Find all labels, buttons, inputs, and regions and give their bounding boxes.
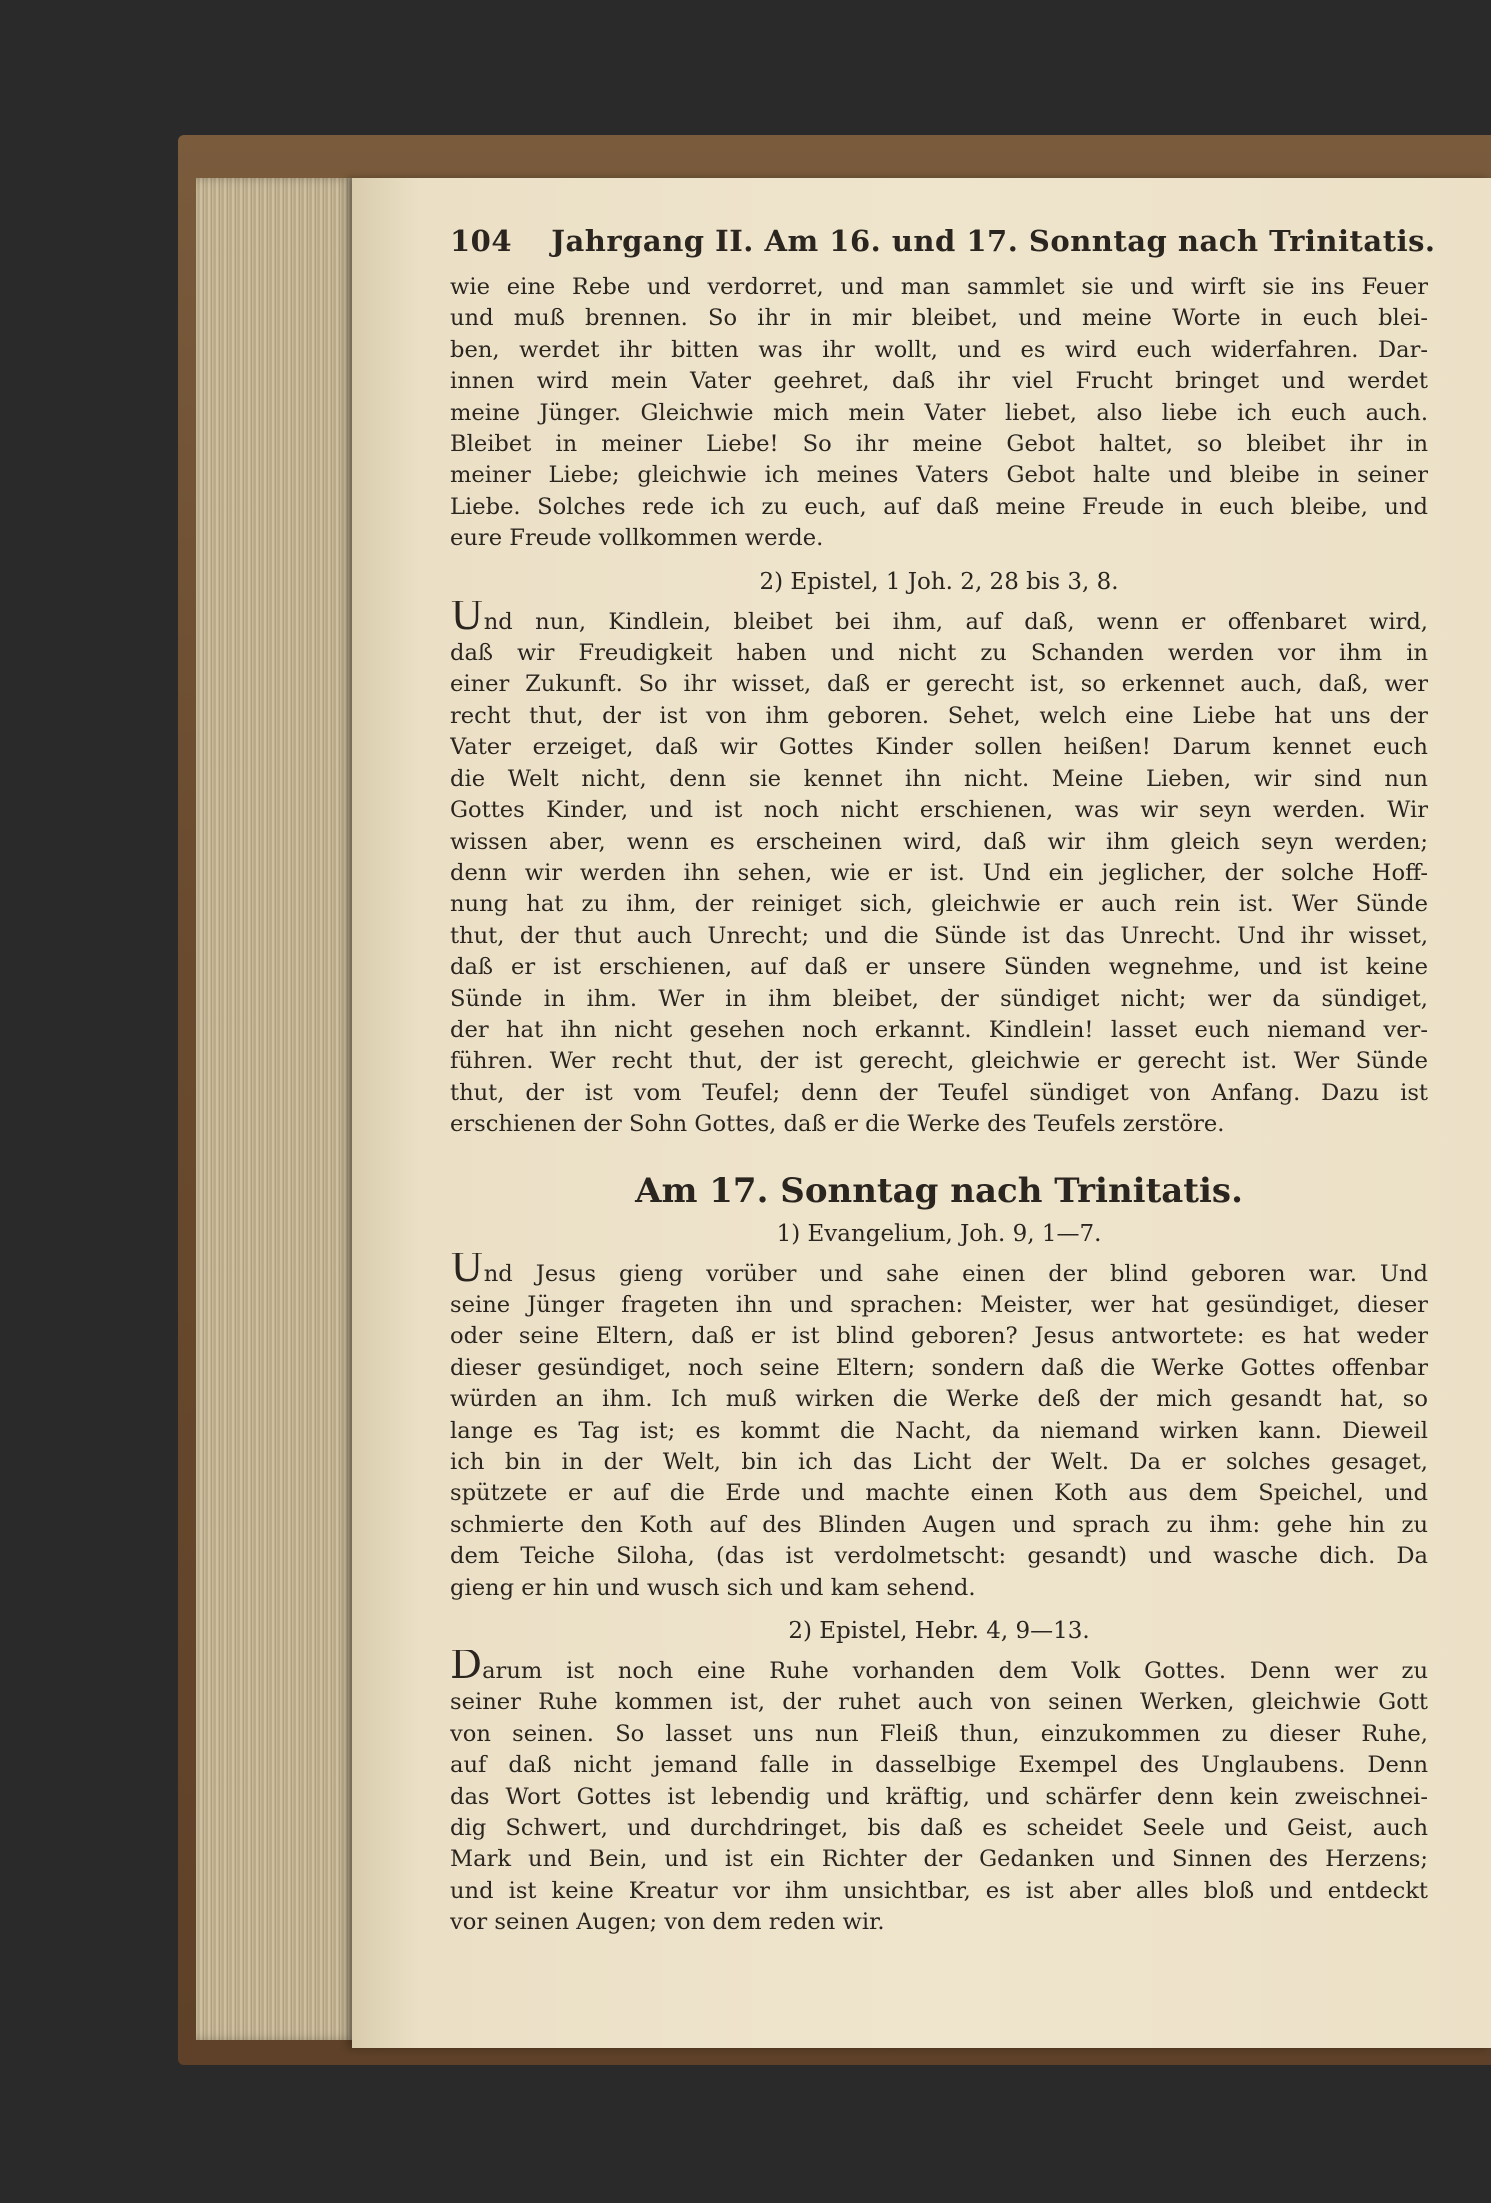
line-text: daß wir Freudigkeit haben und nicht zu Schanden werden vor ihm in [450,640,1428,667]
line-text: oder seine Eltern, daß er ist blind geboren? Jesus antwortete: es hat weder [450,1323,1428,1350]
line-text: nd Jesus gieng vorüber und sahe einen der blind geboren war. Und [483,1260,1428,1287]
line-text: dig Schwert, und durchdringet, bis daß es scheidet Seele und Geist, auch [450,1815,1428,1842]
text-line [450,1416,1428,1447]
running-header [450,224,1436,258]
line-text: recht thut, der ist von ihm geboren. Sehet, welch eine Liebe hat uns der [450,702,1428,729]
text-line [450,1321,1428,1352]
text-line [450,1253,1428,1290]
text-line [450,1573,1428,1604]
text-line [450,1353,1428,1384]
text-line [450,492,1428,523]
text-line [450,1650,1428,1687]
text-line [450,398,1428,429]
epistle-16-text [450,601,1428,1141]
line-text: vor seinen Augen; von dem reden wir. [450,1909,885,1936]
text-line [450,1046,1428,1077]
line-text: dieser gesündiget, noch seine Eltern; sondern daß die Werke Gottes offenbar [450,1354,1428,1381]
line-text: arum ist noch eine Ruhe vorhanden dem Volk Gottes. Denn wer zu [482,1658,1428,1685]
line-text: seine Jünger frageten ihn und sprachen: Meister, wer hat gesündiget, dieser [450,1291,1428,1318]
gospel-17-heading: 1) Evangelium, Joh. 9, 1—7. [776,1220,1102,1247]
gospel-17-text [450,1253,1428,1604]
text-line [450,952,1428,983]
epistle-17-heading: 2) Epistel, Hebr. 4, 9—13. [788,1618,1090,1645]
line-text: auf daß nicht jemand falle in dasselbige Exempel des Unglaubens. Denn [450,1752,1428,1779]
text-line [450,272,1428,303]
text-line [450,1447,1428,1478]
text-line [450,701,1428,732]
line-text: Mark und Bein, und ist ein Richter der Gedanken und Sinnen des Herzens; [450,1846,1428,1873]
text-line [450,638,1428,669]
line-text: der hat ihn nicht gesehen noch erkannt. Kindlein! lasset euch niemand ver- [450,1016,1428,1043]
text-line [450,601,1428,638]
text-line [450,795,1428,826]
line-text: und ist keine Kreatur vor ihm unsichtbar, es ist aber alles bloß und entdeckt [450,1877,1428,1904]
text-line [450,1813,1428,1844]
line-text: erschienen der Sohn Gottes, daß er die Werke des Teufels zerstöre. [450,1111,1225,1138]
line-text: wie eine Rebe und verdorret, und man sammlet sie und wirft sie ins Feuer [450,274,1428,300]
line-text: einer Zukunft. So ihr wisset, daß er gerecht ist, so erkennet auch, daß, wer [450,671,1428,698]
text-line [450,1541,1428,1572]
drop-cap: U [450,1252,484,1290]
epistle-16-heading: 2) Epistel, 1 Joh. 2, 28 bis 3, 8. [759,568,1119,595]
line-text: die Welt nicht, denn sie kennet ihn nicht. Meine Lieben, wir sind nun [450,765,1428,792]
line-text: meine Jünger. Gleichwie mich mein Vater liebet, also liebe ich euch auch. [450,399,1428,426]
gospel-continuation [450,272,1428,555]
line-text: ich bin in der Welt, bin ich das Licht der Welt. Da er solches gesaget, [450,1449,1428,1475]
text-line [450,827,1428,858]
line-text: wissen aber, wenn es erscheinen wird, daß wir ihm gleich seyn werden; [450,828,1428,855]
line-text: thut, der ist vom Teufel; denn der Teufel sündiget von Anfang. Dazu ist [450,1079,1428,1106]
text-line [450,1384,1428,1415]
text-line [450,460,1428,491]
text-line [450,303,1428,334]
line-text: und muß brennen. So ihr in mir bleibet, und meine Worte in euch blei- [450,305,1428,332]
text-line [450,1510,1428,1541]
epistle-17-text [450,1650,1428,1939]
text-line [450,1687,1428,1718]
line-text: daß er ist erschienen, auf daß er unsere Sünden wegnehme, und ist keine [450,954,1428,981]
line-text: Gottes Kinder, und ist noch nicht erschienen, was wir seyn werden. Wir [450,797,1428,824]
line-text: spützete er auf die Erde und machte einen Koth aus dem Speichel, und [450,1480,1428,1507]
line-text: gieng er hin und wusch sich und kam sehend. [450,1574,976,1601]
sunday-17-title: Am 17. Sonntag nach Trinitatis. [635,1170,1243,1211]
text-line [450,732,1428,763]
text-line [450,1782,1428,1813]
text-line [450,523,1428,554]
line-text: schmierte den Koth auf des Blinden Augen und sprach zu ihm: gehe hin zu [450,1511,1428,1538]
text-line [450,1078,1428,1109]
text-line [450,889,1428,920]
text-line [450,984,1428,1015]
line-text: nd nun, Kindlein, bleibet bei ihm, auf daß, wenn er offenbaret wird, [483,608,1428,635]
line-text: Bleibet in meiner Liebe! So ihr meine Gebot haltet, so bleibet ihr in [450,431,1428,458]
line-text: Vater erzeiget, daß wir Gottes Kinder sollen heißen! Darum kennet euch [450,734,1428,761]
line-text: lange es Tag ist; es kommt die Nacht, da niemand wirken kann. Dieweil [450,1417,1428,1444]
line-text: Sünde in ihm. Wer in ihm bleibet, der sündiget nicht; wer da sündiget, [450,985,1428,1012]
page-edges [196,178,356,2040]
text-line [450,1015,1428,1046]
text-line [450,366,1428,397]
text-line [450,764,1428,795]
line-text: das Wort Gottes ist lebendig und kräftig, und schärfer denn kein zweischnei- [450,1783,1428,1810]
drop-cap: U [450,600,484,639]
line-text: von seinen. So lasset uns nun Fleiß thun, einzukommen zu dieser Ruhe, [450,1720,1428,1747]
text-line [450,1290,1428,1321]
text-line [450,429,1428,460]
text-line [450,1907,1428,1938]
line-text: seiner Ruhe kommen ist, der ruhet auch von seinen Werken, gleichwie Gott [450,1689,1428,1716]
running-title: Jahrgang II. Am 16. und 17. Sonntag nach Trinitatis. [551,224,1436,258]
text-line [450,1844,1428,1875]
line-text: Liebe. Solches rede ich zu euch, auf daß meine Freude in euch bleibe, und [450,493,1428,520]
line-text: führen. Wer recht thut, der ist gerecht, gleichwie er gerecht ist. Wer Sünde [450,1048,1428,1075]
text-line [450,1478,1428,1509]
line-text: dem Teiche Siloha, (das ist verdolmetscht: gesandt) und wasche dich. Da [450,1543,1428,1570]
line-text: eure Freude vollkommen werde. [450,525,824,552]
page-text [450,224,1436,1939]
line-text: nung hat zu ihm, der reiniget sich, gleichwie er auch rein ist. Wer Sünde [450,891,1428,918]
page-number: 104 [450,224,513,258]
text-line [450,858,1428,889]
line-text: meiner Liebe; gleichwie ich meines Vaters Gebot halte und bleibe in seiner [450,462,1428,489]
line-text: innen wird mein Vater geehret, daß ihr viel Frucht bringet und werdet [450,368,1428,395]
text-line [450,335,1428,366]
text-line [450,921,1428,952]
text-line [450,1750,1428,1781]
text-line [450,1876,1428,1907]
text-line [450,1719,1428,1750]
line-text: denn wir werden ihn sehen, wie er ist. Und ein jeglicher, der solche Hoff- [450,859,1428,886]
line-text: ben, werdet ihr bitten was ihr wollt, und es wird euch widerfahren. Dar- [450,336,1428,363]
text-line [450,1109,1428,1140]
line-text: würden an ihm. Ich muß wirken die Werke deß der mich gesandt hat, so [450,1386,1428,1413]
line-text: thut, der thut auch Unrecht; und die Sünde ist das Unrecht. Und ihr wisset, [450,922,1428,949]
drop-cap: D [450,1650,483,1688]
text-line [450,669,1428,700]
